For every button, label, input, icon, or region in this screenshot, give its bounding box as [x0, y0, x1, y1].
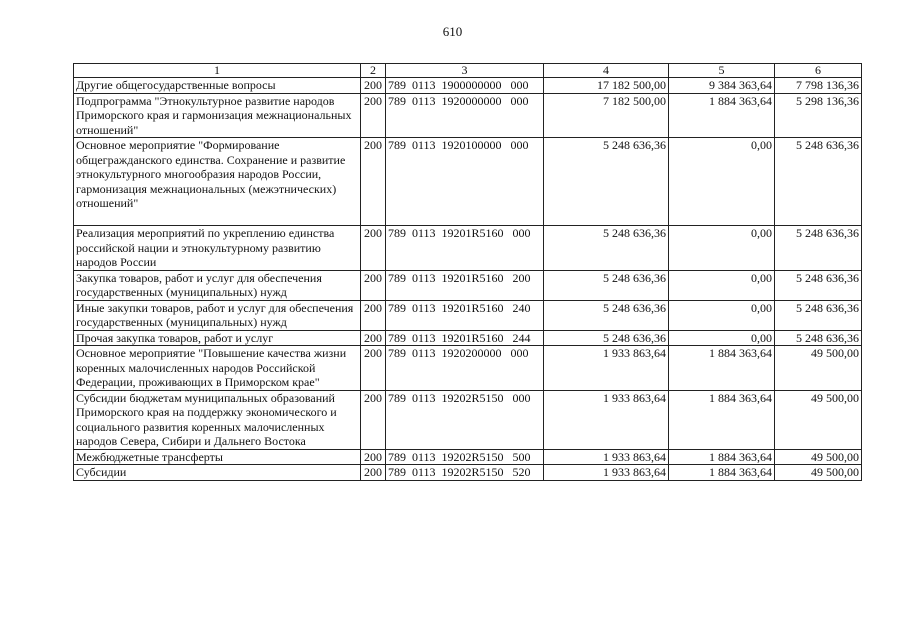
row-code-200: 200 [361, 270, 386, 300]
header-col-1: 1 [74, 64, 361, 78]
row-value-col5: 9 384 363,64 [669, 78, 775, 94]
row-name: Закупка товаров, работ и услуг для обеспечения государственных (муниципальных) нужд [74, 270, 361, 300]
row-code-200: 200 [361, 465, 386, 481]
row-name: Субсидии [74, 465, 361, 481]
row-name: Основное мероприятие "Повышение качества жизни коренных малочисленных народов Российской Федерации, проживающих в Приморском крае" [74, 346, 361, 391]
row-classification-code: 789 0113 1900000000 000 [386, 78, 544, 94]
table-row [74, 465, 862, 481]
row-name: Прочая закупка товаров, работ и услуг [74, 330, 361, 346]
table-row [74, 449, 862, 465]
row-value-col5: 1 884 363,64 [669, 449, 775, 465]
header-row [74, 64, 862, 78]
row-classification-code: 789 0113 19202R5150 000 [386, 390, 544, 449]
row-value-col5: 0,00 [669, 330, 775, 346]
row-code-200: 200 [361, 330, 386, 346]
table-row [74, 93, 862, 138]
table-row [74, 346, 862, 391]
row-value-col4: 5 248 636,36 [544, 330, 669, 346]
row-value-col4: 7 182 500,00 [544, 93, 669, 138]
row-value-col6: 49 500,00 [775, 346, 862, 391]
row-code-200: 200 [361, 300, 386, 330]
row-classification-code: 789 0113 19201R5160 244 [386, 330, 544, 346]
row-classification-code: 789 0113 1920000000 000 [386, 93, 544, 138]
page-number: 610 [442, 24, 463, 39]
row-code-200: 200 [361, 346, 386, 391]
table-row [74, 300, 862, 330]
row-name: Основное мероприятие "Формирование общегражданского единства. Сохранение и развитие этнокультурного многообразия народов России, гармонизация межнациональных (межэтнических) отношений" [74, 138, 361, 226]
row-name: Межбюджетные трансферты [74, 449, 361, 465]
row-classification-code: 789 0113 1920200000 000 [386, 346, 544, 391]
row-value-col6: 49 500,00 [775, 465, 862, 481]
header-col-2: 2 [361, 64, 386, 78]
row-code-200: 200 [361, 390, 386, 449]
row-value-col5: 1 884 363,64 [669, 465, 775, 481]
row-value-col5: 1 884 363,64 [669, 346, 775, 391]
row-value-col6: 49 500,00 [775, 449, 862, 465]
row-value-col4: 1 933 863,64 [544, 390, 669, 449]
row-value-col4: 5 248 636,36 [544, 300, 669, 330]
row-code-200: 200 [361, 226, 386, 271]
budget-table [73, 63, 862, 481]
table-row [74, 390, 862, 449]
row-name: Другие общегосударственные вопросы [74, 78, 361, 94]
row-code-200: 200 [361, 138, 386, 226]
table-row [74, 78, 862, 94]
row-name: Иные закупки товаров, работ и услуг для обеспечения государственных (муниципальных) нужд [74, 300, 361, 330]
row-code-200: 200 [361, 93, 386, 138]
row-value-col4: 17 182 500,00 [544, 78, 669, 94]
row-value-col4: 1 933 863,64 [544, 449, 669, 465]
header-col-3: 3 [386, 64, 544, 78]
table-row [74, 270, 862, 300]
row-classification-code: 789 0113 19202R5150 520 [386, 465, 544, 481]
row-value-col5: 0,00 [669, 300, 775, 330]
row-value-col6: 49 500,00 [775, 390, 862, 449]
row-code-200: 200 [361, 78, 386, 94]
row-classification-code: 789 0113 1920100000 000 [386, 138, 544, 226]
row-value-col6: 5 248 636,36 [775, 270, 862, 300]
row-value-col6: 7 798 136,36 [775, 78, 862, 94]
row-value-col4: 5 248 636,36 [544, 138, 669, 226]
row-value-col5: 0,00 [669, 270, 775, 300]
row-classification-code: 789 0113 19202R5150 500 [386, 449, 544, 465]
row-name: Субсидии бюджетам муниципальных образований Приморского края на поддержку экономического и социального развития коренных малочисленных народов Севера, Сибири и Дальнего Востока [74, 390, 361, 449]
row-value-col5: 0,00 [669, 138, 775, 226]
row-value-col6: 5 298 136,36 [775, 93, 862, 138]
row-classification-code: 789 0113 19201R5160 000 [386, 226, 544, 271]
header-col-6: 6 [775, 64, 862, 78]
row-classification-code: 789 0113 19201R5160 240 [386, 300, 544, 330]
row-value-col4: 1 933 863,64 [544, 465, 669, 481]
row-name: Подпрограмма "Этнокультурное развитие народов Приморского края и гармонизация межнациональных отношений" [74, 93, 361, 138]
header-col-4: 4 [544, 64, 669, 78]
row-value-col6: 5 248 636,36 [775, 138, 862, 226]
row-value-col5: 0,00 [669, 226, 775, 271]
row-code-200: 200 [361, 449, 386, 465]
row-name: Реализация мероприятий по укреплению единства российской нации и этнокультурному развитию народов России [74, 226, 361, 271]
row-classification-code: 789 0113 19201R5160 200 [386, 270, 544, 300]
row-value-col6: 5 248 636,36 [775, 226, 862, 271]
table-row [74, 330, 862, 346]
table-row [74, 138, 862, 226]
header-col-5: 5 [669, 64, 775, 78]
row-value-col6: 5 248 636,36 [775, 330, 862, 346]
row-value-col4: 5 248 636,36 [544, 270, 669, 300]
row-value-col5: 1 884 363,64 [669, 93, 775, 138]
row-value-col4: 5 248 636,36 [544, 226, 669, 271]
table-row [74, 226, 862, 271]
row-value-col5: 1 884 363,64 [669, 390, 775, 449]
row-value-col6: 5 248 636,36 [775, 300, 862, 330]
row-value-col4: 1 933 863,64 [544, 346, 669, 391]
